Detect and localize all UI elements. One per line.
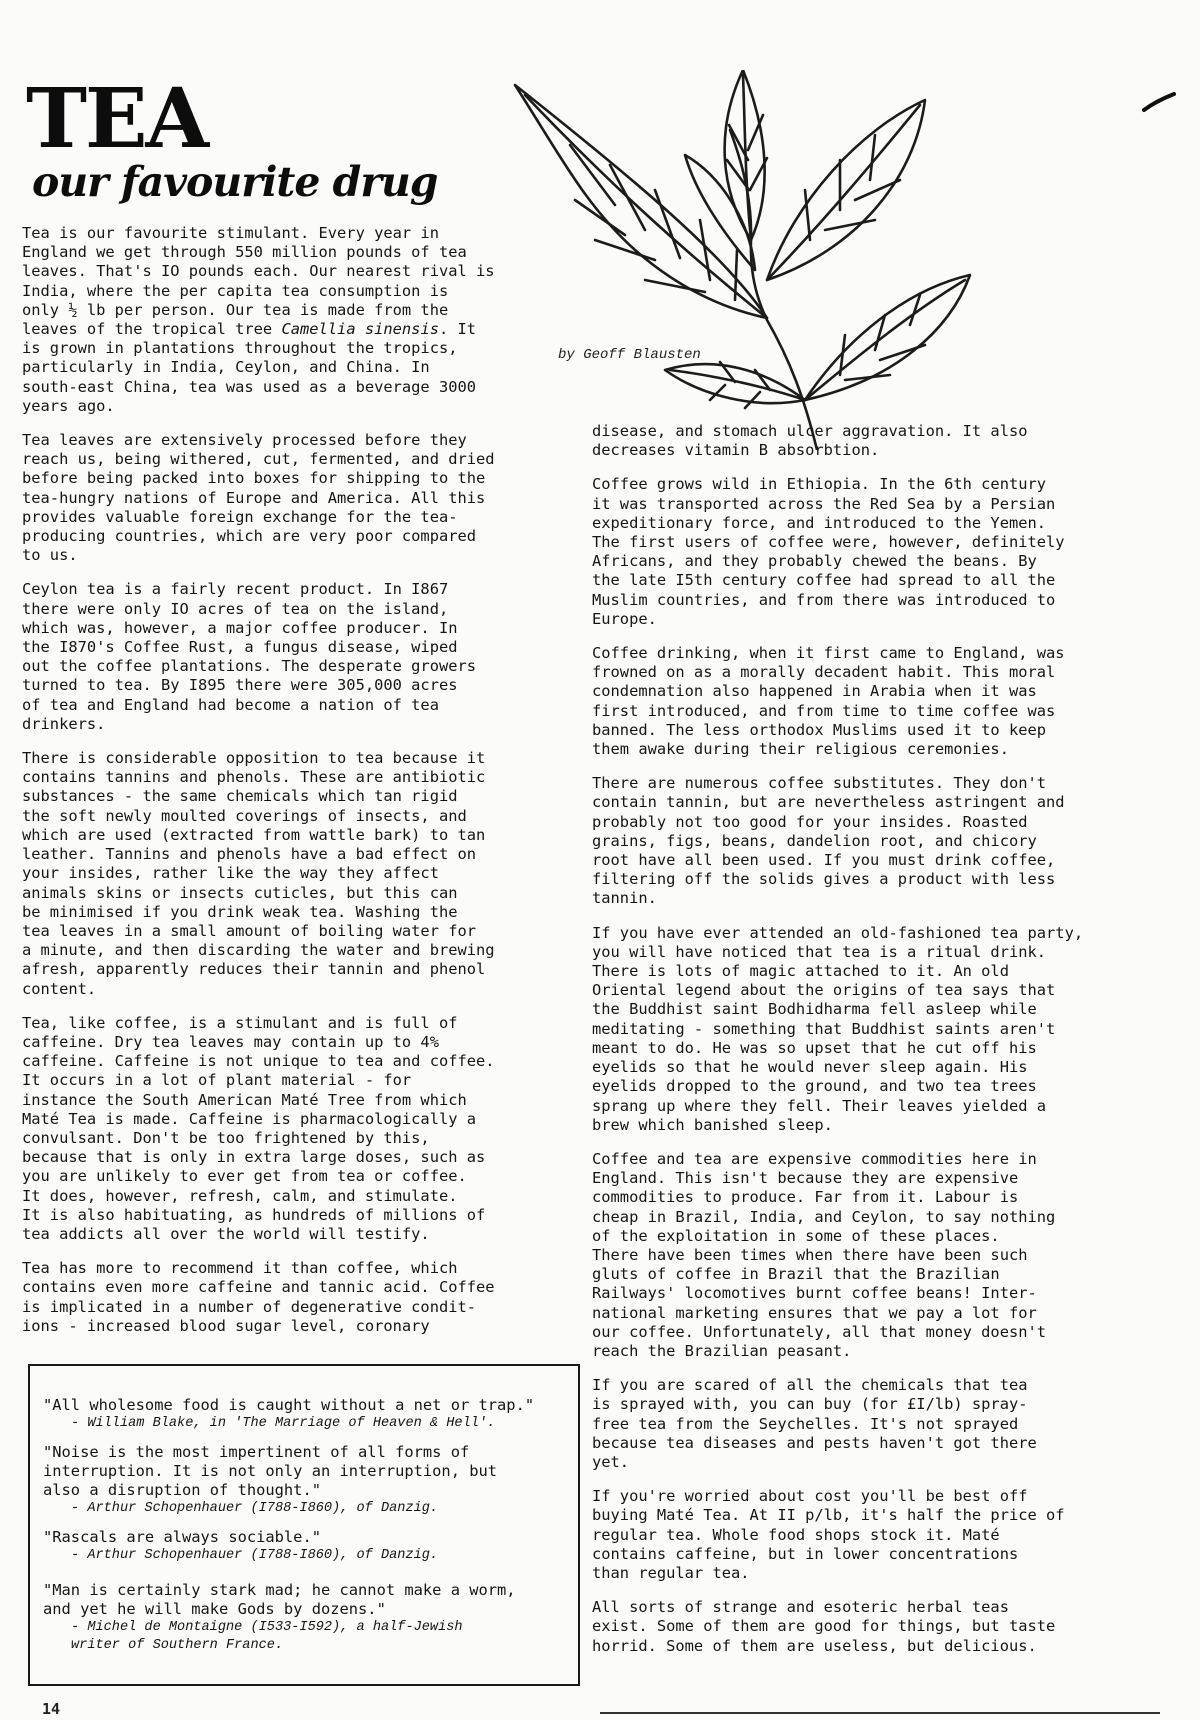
paragraph: Tea has more to recommend it than coffee, which contains even more caffeine and tannic acid. Coffee is implicated in a number of degenerative condit- ions - increased blood sugar level, coronary: [22, 1259, 495, 1335]
page-number: 14: [42, 1700, 61, 1718]
byline: by Geoff Blausten: [558, 347, 701, 363]
paragraph: Coffee drinking, when it first came to England, was frowned on as a morally decadent habit. This moral condemnation also happened in Arabia when it was first introduced, and from time to time coffee was banned. The less orthodox Muslims used it to keep them awake during their religious ceremonies.: [592, 644, 1065, 759]
paragraph: If you are scared of all the chemicals that tea is sprayed with, you can buy (for £I/lb) spray- free tea from the Seychelles. It's not sprayed because tea diseases and pests haven't got there yet.: [592, 1376, 1037, 1471]
paragraph: [22, 224, 532, 416]
quote-attribution: - Arthur Schopenhauer (I788-I860), of Danzig.: [71, 1501, 439, 1516]
quote-text: "Noise is the most impertinent of all forms of interruption. It is not only an interruption, but also a disruption of thought.": [43, 1443, 498, 1499]
quotes-box: [28, 1364, 580, 1686]
paragraph: Ceylon tea is a fairly recent product. In I867 there were only IO acres of tea on the island, which was, however, a major coffee producer. In the I870's Coffee Rust, a fungus disease, wiped out the coffee plantations. The desperate growers turned to tea. By I895 there were 305,000 acres of tea and England had become a nation of tea drinkers.: [22, 580, 477, 733]
paragraph: All sorts of strange and esoteric herbal teas exist. Some of them are good for things, but taste horrid. Some of them are useless, but delicious.: [592, 1598, 1056, 1655]
paragraph: Coffee grows wild in Ethiopia. In the 6th century it was transported across the Red Sea by a Persian expeditionary force, and introduced to the Yemen. The first users of coffee were, however, definitely Africans, and they probably chewed the beans. By the late I5th century coffee had spread to all the Muslim countries, and from there was introduced to Europe.: [592, 475, 1065, 628]
quote-text: "Rascals are always sociable.": [43, 1528, 321, 1546]
quote-attribution: - Arthur Schopenhauer (I788-I860), of Danzig.: [71, 1548, 439, 1563]
paragraph: There are numerous coffee substitutes. They don't contain tannin, but are nevertheless astringent and probably not too good for your insides. Roasted grains, figs, beans, dandelion root, and chicory root have all been used. If you must drink coffee, filtering off the solids gives a product with less tannin.: [592, 774, 1065, 908]
paragraph: There is considerable opposition to tea because it contains tannins and phenols. These are antibiotic substances - the same chemicals which tan rigid the soft newly moulted coverings of insects, and which are used (extracted from wattle bark) to tan leather. Tannins and phenols have a bad effect on your insides, rather like the way they affect animals skins or insects cuticles, but this can be minimised if you drink weak tea. Washing the tea leaves in a small amount of boiling water for a minute, and then discarding the water and brewing afresh, apparently reduces their tannin and phenol content.: [22, 749, 495, 998]
quote-attribution: - William Blake, in 'The Marriage of Heaven & Hell'.: [71, 1416, 496, 1431]
pen-mark-icon: [1142, 92, 1176, 114]
article-title: TEA: [26, 71, 208, 167]
tea-leaves-illustration-icon: [505, 70, 975, 450]
left-column: [22, 224, 532, 1351]
paragraph-text: Tea is our favourite stimulant. Every year in England we get through 550 million pounds of tea leaves. That's IO pounds each. Our nearest rival is India, where the per capita tea consumption is only ½ lb per person. Our tea is made from the leaves of the tropical tree: [22, 224, 495, 339]
article-subtitle: our favourite drug: [32, 158, 438, 206]
species-name: Camellia sinensis: [281, 320, 439, 339]
quote-text: "Man is certainly stark mad; he cannot make a worm, and yet he will make Gods by dozens.": [43, 1581, 516, 1618]
paragraph: If you're worried about cost you'll be best off buying Maté Tea. At II p/lb, it's half the price of regular tea. Whole food shops stock it. Maté contains caffeine, but in lower concentrations than regular tea.: [592, 1487, 1065, 1582]
paragraph: Tea, like coffee, is a stimulant and is full of caffeine. Dry tea leaves may contain up to 4% caffeine. Caffeine is not unique to tea and coffee. It occurs in a lot of plant material - for instance the South American Maté Tree from which Maté Tea is made. Caffeine is pharmacologically a convulsant. Don't be too frightened by this, because that is only in extra large doses, such as you are unlikely to ever get from tea or coffee. It does, however, refresh, calm, and stimulate. It is also habituating, as hundreds of millions of tea addicts all over the world will testify.: [22, 1013, 495, 1243]
paragraph: Tea leaves are extensively processed before they reach us, being withered, cut, fermented, and dried before being packed into boxes for shipping to the tea-hungry nations of Europe and America. All this provides valuable foreign exchange for the tea- producing countries, which are very poor compared to us.: [22, 431, 495, 565]
paragraph: If you have ever attended an old-fashioned tea party, you will have noticed that tea is a ritual drink. There is lots of magic attached to it. An old Oriental legend about the origins of tea says that the Buddhist saint Bodhidharma fell asleep while meditating - something that Buddhist saints aren't meant to do. He was so upset that he cut off his eyelids so that he would never sleep again. His eyelids dropped to the ground, and two tea trees sprang up where they fell. Their leaves yielded a brew which banished sleep.: [592, 923, 1084, 1134]
paragraph: disease, and stomach ulcer aggravation. It also decreases vitamin B absorbtion.: [592, 422, 1028, 460]
paragraph-text: . It is grown in plantations throughout the tropics, particularly in India, Ceylon, and China. In south-east China, tea was used as a beverage 3000 years ago.: [22, 320, 477, 415]
right-column: [592, 422, 1102, 1671]
footer-rule: [600, 1712, 1160, 1714]
quote-attribution: - Michel de Montaigne (I533-I592), a half-Jewish writer of Southern France.: [71, 1620, 463, 1653]
quote-text: "All wholesome food is caught without a net or trap.": [43, 1396, 535, 1414]
paragraph: Coffee and tea are expensive commodities here in England. This isn't because they are expensive commodities to produce. Far from it. Labour is cheap in Brazil, India, and Ceylon, to say nothing of the exploitation in some of these places. There have been times when there have been such gluts of coffee in Brazil that the Brazilian Railways' locomotives burnt coffee beans! Inter- national marketing ensures that we pay a lot for our coffee. Unfortunately, all that money doesn't reach the Brazilian peasant.: [592, 1149, 1056, 1360]
quotes-list: [43, 1396, 573, 1665]
